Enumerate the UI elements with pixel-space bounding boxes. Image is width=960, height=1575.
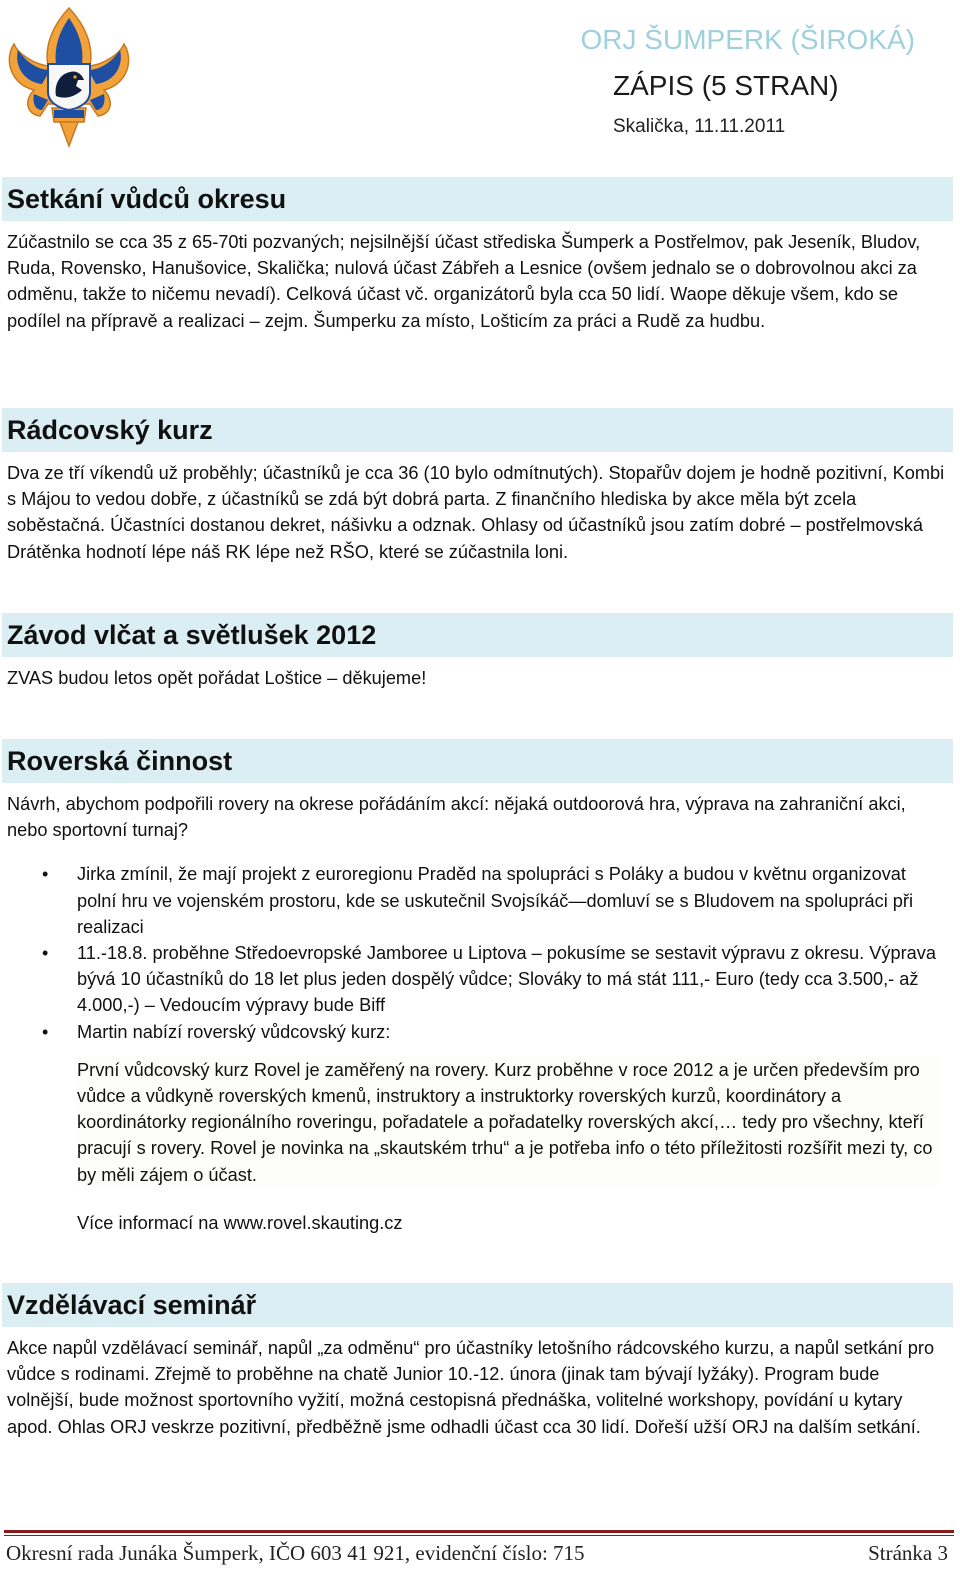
- section-heading: Rádcovský kurz: [2, 408, 953, 452]
- section-paragraph: Dva ze tří víkendů už proběhly; účastníků je cca 36 (10 bylo odmítnutých). Stopařův dojem je hodně pozitivní, Kombi s Májou to vedou dobře, z účastníků se zdá být dobrá parta. Z finančního hlediska by akce měla být zcela soběstačná. Účastníci dostanou dekret, nášivku a odznak. Ohlasy od účastníků jsou zatím dobré – postřelmovská Drátěnka hodnotí lépe náš RK lépe než RŠO, které se zúčastnila loni.: [7, 463, 945, 562]
- section-paragraph: Návrh, abychom podpořili rovery na okrese pořádáním akcí: nějaká outdoorová hra, výprava na zahraniční akci, nebo sportovní turnaj?: [7, 794, 906, 841]
- section-paragraph: Akce napůl vzdělávací seminář, napůl „za odměnu“ pro účastníky letošního rádcovského kurzu, a napůl setkání pro vůdce s rodinami. Zřejmě to proběhne na chatě Junior 10.-12. února (jinak tam bývají lyžáky). Program bude volnější, bude možnost sportovního vyžití, možná cestopisná přednáška, volitelné workshopy, povídání u kytary apod. Ohlas ORJ veskrze pozitivní, předběžně jsme odhadli účast cca 30 lidí. Dořeší užší ORJ na dalším setkání.: [7, 1338, 935, 1437]
- list-item: [0, 940, 947, 1019]
- list-item: [0, 1019, 947, 1045]
- section-heading: Roverská činnost: [2, 739, 953, 783]
- scout-lily-logo-icon: [4, 4, 134, 150]
- section-vzdelavaci-seminar: [0, 1283, 960, 1440]
- footer-organization: Okresní rada Junáka Šumperk, IČO 603 41 921, evidenční číslo: 715: [6, 1541, 585, 1565]
- section-heading: Závod vlčat a světlušek 2012: [2, 613, 953, 657]
- section-roverska-cinnost: [0, 739, 960, 1236]
- section-zavod-vlcat: [0, 613, 960, 691]
- bullet-icon: •: [42, 864, 49, 885]
- list-item-text: 11.-18.8. proběhne Středoevropské Jamboree u Liptova – pokusíme se sestavit výpravu z okresu. Výprava bývá 10 účastníků do 18 let plus jeden dospělý vůdce; Slováky to má stát 111,- Euro (tedy cca 3.500,- až 4.000,-) – Vedoucím výpravy bude Biff: [77, 943, 936, 1016]
- footer-rule: [4, 1530, 954, 1533]
- section-setkani: [0, 177, 960, 334]
- section-paragraph: ZVAS budou letos opět pořádat Loštice – děkujeme!: [7, 668, 427, 688]
- list-item-text: Martin nabízí roverský vůdcovský kurz:: [77, 1021, 391, 1042]
- footer-rule: [4, 1535, 954, 1536]
- more-info-link[interactable]: Více informací na www.rovel.skauting.cz: [77, 1212, 403, 1233]
- document-title: ZÁPIS (5 STRAN): [613, 70, 839, 101]
- bullet-icon: •: [42, 1021, 49, 1042]
- section-radcovsky-kurz: [0, 408, 960, 565]
- section-heading: Vzdělávací seminář: [2, 1283, 953, 1327]
- bullet-icon: •: [42, 943, 49, 964]
- organization-title: ORJ ŠUMPERK (ŠIROKÁ): [580, 24, 915, 55]
- list-item-text: Jirka zmínil, že mají projekt z euroregionu Praděd na spolupráci s Poláky a budou v květnu organizovat polní hru ve vojenském prostoru, kde se uskutečnil Svojsíkáč—domluví se s Bludovem na spolupráci při realizaci: [77, 864, 914, 937]
- page-number: Stránka 3: [868, 1541, 948, 1565]
- document-date: Skalička, 11.11.2011: [613, 116, 786, 137]
- bullet-list: [0, 861, 960, 1044]
- section-heading: Setkání vůdců okresu: [2, 177, 953, 221]
- quoted-announcement: První vůdcovský kurz Rovel je zaměřený na rovery. Kurz proběhne v roce 2012 a je určen především pro vůdce a vůdkyně roverských kmenů, instruktory a instruktorky roverských kurzů, koordinátory a koordinátorky regionálního roveringu, pořadatele a pořadatelky roverských akcí,… tedy pro všechny, kteří pracují s rovery. Rovel je novinka na „skautském trhu“ a je potřeba info o této příležitosti rozšířit mezi ty, co by měli zájem o účast.: [77, 1057, 937, 1188]
- section-paragraph: Zúčastnilo se cca 35 z 65-70ti pozvaných; nejsilnější účast střediska Šumperk a Postřelmov, pak Jeseník, Bludov, Ruda, Rovensko, Hanušovice, Skalička; nulová účast Zábřeh a Lesnice (ovšem jednalo se o dobrovolnou akci za odměnu, takže to ničemu nevadí). Celková účast vč. organizátorů byla cca 50 lidí. Waope děkuje všem, kdo se podílel na přípravě a realizaci – zejm. Šumperku za místo, Lošticím za práci a Rudě za hudbu.: [7, 232, 921, 331]
- list-item: [0, 861, 947, 940]
